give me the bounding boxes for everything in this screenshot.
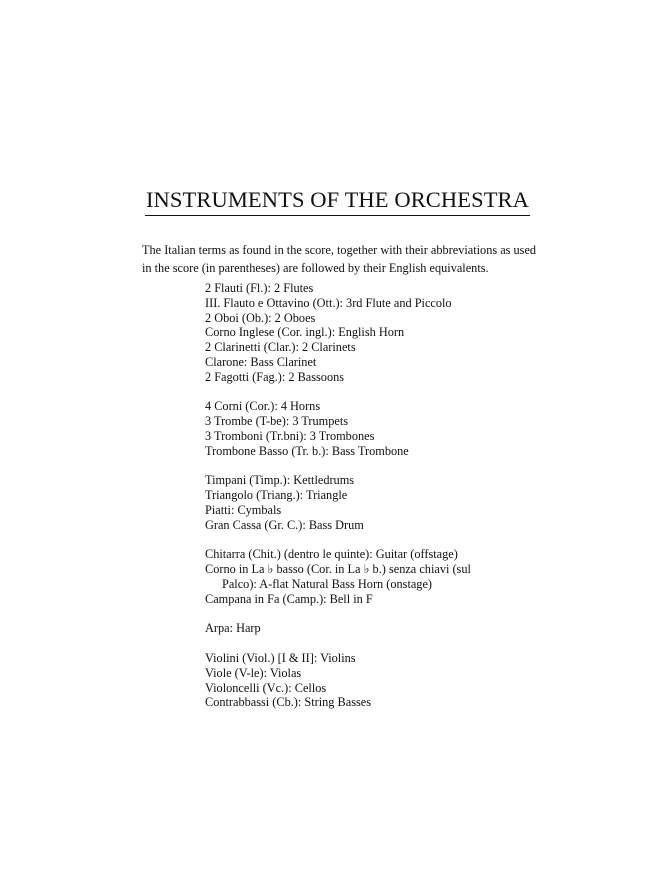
instrument-item: Gran Cassa (Gr. C.): Bass Drum xyxy=(205,517,364,532)
instrument-item: Clarone: Bass Clarinet xyxy=(205,354,317,369)
corno-text: basso (Cor. in La xyxy=(273,562,364,577)
instrument-item: Contrabbassi (Cb.): String Basses xyxy=(205,695,372,710)
corno-continuation: Palco): A-flat Natural Bass Horn (onstage) xyxy=(222,576,433,591)
instrument-item: 3 Tromboni (Tr.bni): 3 Trombones xyxy=(205,428,375,443)
strings-group xyxy=(205,651,625,710)
instrument-item: Viole (V-le): Violas xyxy=(205,665,302,680)
page-title: INSTRUMENTS OF THE ORCHESTRA xyxy=(145,187,530,212)
stage-instruments-group xyxy=(205,547,625,606)
woodwinds-group xyxy=(205,281,625,385)
instrument-item: 2 Oboi (Ob.): 2 Oboes xyxy=(205,310,316,325)
intro-line: The Italian terms as found in the score, together with their abbreviations as used xyxy=(142,243,537,257)
instrument-item: Timpani (Timp.): Kettledrums xyxy=(205,473,355,488)
instrument-item: 3 Trombe (T-be): 3 Trumpets xyxy=(205,414,349,429)
instrument-item: Violini (Viol.) [I & II]: Violins xyxy=(205,650,356,665)
instrument-item: 2 Fagotti (Fag.): 2 Bassoons xyxy=(205,369,345,384)
instrument-item: Arpa: Harp xyxy=(205,621,261,636)
instrument-list xyxy=(205,281,625,725)
instrument-item: Campana in Fa (Camp.): Bell in F xyxy=(205,591,373,606)
instrument-item: Violoncelli (Vc.): Cellos xyxy=(205,680,327,695)
flat-sign-icon: ♭ xyxy=(267,561,274,577)
intro-paragraph xyxy=(142,242,542,277)
instrument-item: 4 Corni (Cor.): 4 Horns xyxy=(205,399,321,414)
title-underline xyxy=(145,215,530,216)
instrument-item: Triangolo (Triang.): Triangle xyxy=(205,488,348,503)
instrument-item: Chitarra (Chit.) (dentro le quinte): Guitar (offstage) xyxy=(205,547,458,562)
harp-group xyxy=(205,621,625,636)
percussion-group xyxy=(205,473,625,532)
instrument-item-corno xyxy=(205,562,625,592)
corno-text: b.) senza chiavi (sul xyxy=(369,562,471,577)
instrument-item: III. Flauto e Ottavino (Ott.): 3rd Flute and Piccolo xyxy=(205,295,452,310)
corno-text: Corno in La xyxy=(205,562,268,577)
instrument-item: 2 Flauti (Fl.): 2 Flutes xyxy=(205,281,314,295)
instrument-item: Piatti: Cymbals xyxy=(205,502,282,517)
intro-line: in the score (in parentheses) are followed by their English equivalents. xyxy=(142,260,489,275)
instrument-item: Corno Inglese (Cor. ingl.): English Horn xyxy=(205,325,405,340)
brass-group xyxy=(205,399,625,458)
instrument-item: 2 Clarinetti (Clar.): 2 Clarinets xyxy=(205,340,356,355)
instrument-item: Trombone Basso (Tr. b.): Bass Trombone xyxy=(205,443,409,458)
flat-sign-icon: ♭ xyxy=(363,561,370,577)
